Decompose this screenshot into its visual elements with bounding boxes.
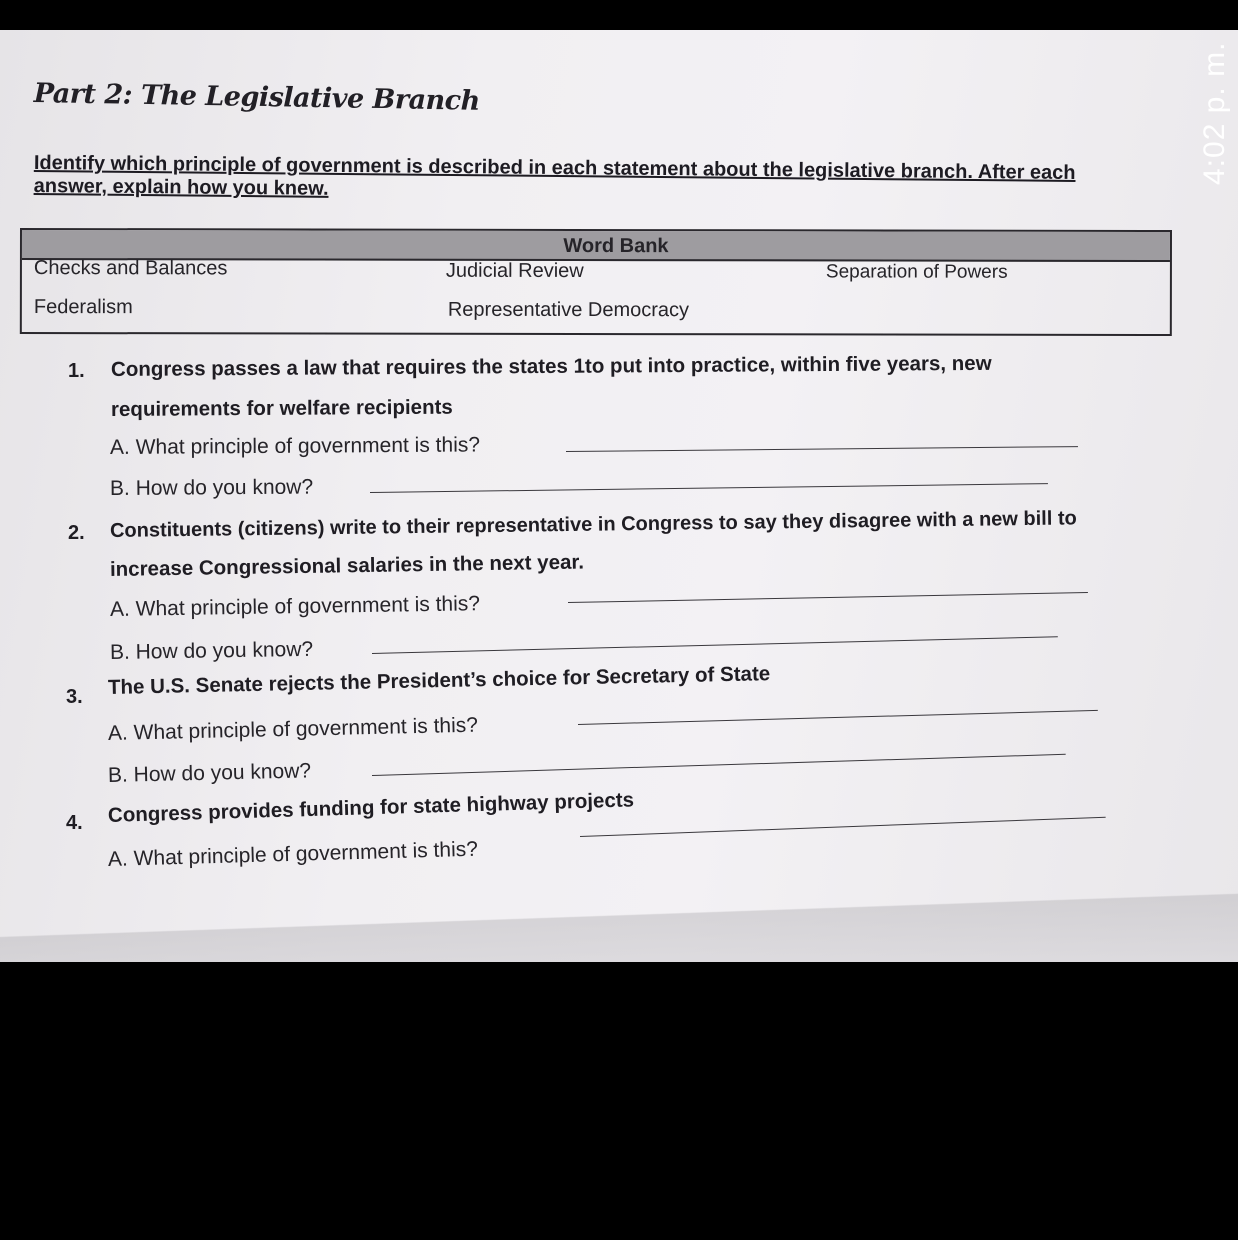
question-1-text: requirements for welfare recipients — [110, 395, 453, 421]
question-3-part-b: B. How do you know? — [107, 759, 312, 787]
question-4-text: Congress provides funding for state highway projects — [107, 788, 635, 827]
question-1-part-b: B. How do you know? — [109, 475, 314, 500]
word-bank-item: Judicial Review — [445, 259, 584, 282]
timestamp-overlay: 4:02 p. m. — [1198, 41, 1231, 185]
word-bank-table — [20, 228, 1172, 336]
question-2-text: Constituents (citizens) write to their representative in Congress to say they disagree with a new bill to — [109, 507, 1077, 542]
page-title: Part 2: The Legislative Branch — [33, 78, 481, 117]
question-2-part-b: B. How do you know? — [109, 637, 314, 664]
question-4-part-a: A. What principle of government is this? — [107, 837, 479, 871]
question-1-number: 1. — [68, 360, 85, 382]
instructions-text: Identify which principle of government is described in each statement about the legislative branch. After each answer, explain how you knew. — [33, 152, 1076, 200]
question-2-part-a: A. What principle of government is this? — [109, 592, 481, 621]
question-1-text: Congress passes a law that requires the states 1to put into practice, within five years, new — [110, 351, 992, 381]
word-bank-heading: Word Bank — [22, 230, 1170, 262]
word-bank-item: Representative Democracy — [447, 298, 690, 322]
word-bank-item: Separation of Powers — [825, 261, 1008, 283]
question-3-number: 3. — [66, 686, 83, 708]
question-2-number: 2. — [68, 522, 85, 544]
question-2-text: increase Congressional salaries in the next year. — [109, 550, 585, 581]
word-bank-item: Federalism — [33, 296, 133, 319]
word-bank-item: Checks and Balances — [33, 257, 228, 280]
question-4-number: 4. — [66, 812, 83, 834]
question-1-part-a: A. What principle of government is this? — [109, 433, 481, 459]
question-3-text: The U.S. Senate rejects the President’s choice for Secretary of State — [107, 662, 771, 699]
question-3-part-a: A. What principle of government is this? — [107, 713, 479, 745]
